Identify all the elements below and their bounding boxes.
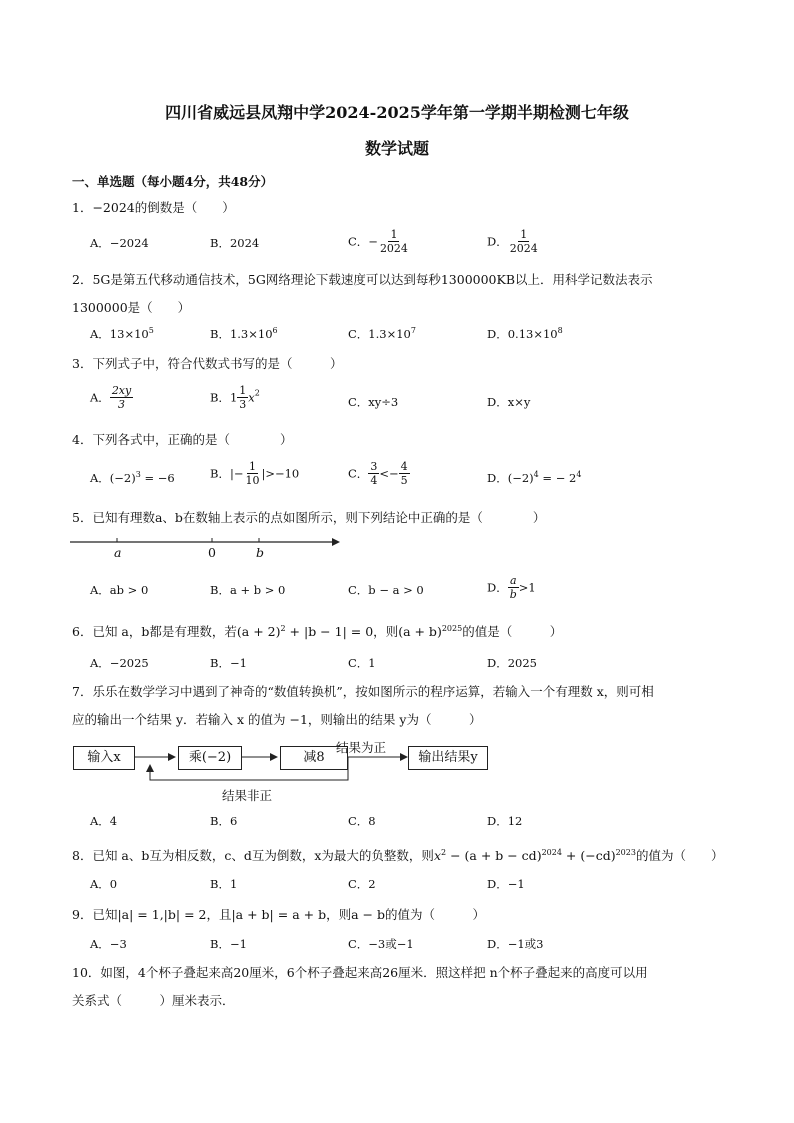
flow-box-multiply: 乘(−2): [178, 746, 242, 770]
page-title: 四川省威远县凤翔中学2024-2025学年第一学期半期检测七年级: [165, 103, 629, 122]
number-line-label-0: 0: [208, 545, 216, 560]
q8-option-c: C．2: [348, 877, 376, 891]
q8-stem: 8．已知 a、b互为相反数，c、d互为倒数，x为最大的负整数，则$x^2 - (a + b - cd)^{2024} + (-cd)^{2023}$的值为（ ）: [72, 847, 724, 863]
q6-option-c: C．1: [348, 656, 376, 670]
q6-option-a: A．−2025: [90, 656, 149, 670]
q7-stem-line1: 7．乐乐在数学学习中遇到了神奇的“数值转换机”，按如图所示的程序运算，若输入一个有理数 x，则可相: [72, 684, 654, 699]
q9-option-c: C．−3或−1: [348, 937, 414, 951]
q9-option-b: B．−1: [210, 937, 247, 951]
q1-option-a: A．−2024: [90, 236, 149, 250]
q1-stem: 1．−2024的倒数是（ ）: [72, 200, 235, 215]
q4-option-c: C． $\frac{3}{4}$ <− $\frac{4}{5}$: [348, 460, 408, 487]
q4-option-a: A．$(-2)^3 = -6$: [90, 470, 175, 485]
q2-option-d: D．$0.13\times 10^8$: [487, 326, 563, 341]
flow-label-nonpositive: 结果非正: [222, 788, 273, 803]
q7-option-c: C．8: [348, 814, 376, 828]
q5-option-d: D． $\frac{a}{b}$ >1: [487, 574, 536, 601]
number-line-label-b: b: [256, 545, 265, 560]
q9-option-a: A．−3: [90, 937, 127, 951]
section-heading: 一、单选题（每小题4分，共48分）: [72, 174, 274, 189]
q2-stem-line1: 2．5G是第五代移动通信技术，5G网络理论下载速度可以达到每秒1300000KB以上．用科学记数法表示: [72, 272, 653, 287]
q7-option-b: B．6: [210, 814, 238, 828]
q3-option-a: A． $\frac{2xy}{3}$: [90, 384, 132, 411]
number-line-label-a: a: [114, 545, 122, 560]
number-line: [70, 532, 340, 562]
number-line-arrow: [332, 538, 340, 546]
q5-option-b: B．a + b > 0: [210, 583, 286, 597]
q6-stem: 6．已知 a，b都是有理数，若$(a + 2)^2 + |b - 1| = 0$，则$(a + b)^{2025}$的值是（ ）: [72, 623, 563, 639]
q2-option-c: C．$1.3\times 10^7$: [348, 326, 416, 341]
flow-box-input: 输入x: [73, 746, 135, 770]
q1-option-b: B．2024: [210, 236, 260, 250]
q6-option-d: D．2025: [487, 656, 537, 670]
q3-stem: 3．下列式子中，符合代数式书写的是（ ）: [72, 356, 343, 371]
q10-stem-line2: 关系式（ ）厘米表示．: [72, 993, 235, 1008]
q10-stem-line1: 10．如图，4个杯子叠起来高20厘米，6个杯子叠起来高26厘米．照这样把 n个杯子叠起来的高度可以用: [72, 965, 648, 980]
flow-label-positive: 结果为正: [336, 740, 387, 755]
q1-option-c: C．− $\frac{1}{2024}$: [348, 228, 408, 255]
q5-stem: 5．已知有理数a、b在数轴上表示的点如图所示，则下列结论中正确的是（ ）: [72, 510, 546, 525]
q7-option-d: D．12: [487, 814, 523, 828]
q7-stem-line2: 应的输出一个结果 y．若输入 x 的值为 −1，则输出的结果 y为（ ）: [72, 712, 482, 727]
q8-option-b: B．1: [210, 877, 238, 891]
q2-option-a: A．$13\times 10^5$: [90, 326, 154, 341]
q4-stem: 4．下列各式中，正确的是（ ）: [72, 432, 293, 447]
q2-stem-line2: 1300000是（ ）: [72, 300, 191, 315]
q5-option-c: C．b − a > 0: [348, 583, 424, 597]
flow-box-subtract: 减8: [280, 746, 348, 770]
q8-option-a: A．0: [90, 877, 118, 891]
q4-option-b: B．|− $\frac{1}{10}$ |>−10: [210, 460, 300, 487]
q9-stem: 9．已知|a| = 1,|b| = 2，且|a + b| = a + b，则a − b的值为（ ）: [72, 907, 485, 922]
q7-option-a: A．4: [90, 814, 118, 828]
flow-box-output: 输出结果y: [408, 746, 488, 770]
q2-option-b: B．$1.3\times 10^6$: [210, 326, 278, 341]
q3-option-c: C．xy÷3: [348, 395, 399, 409]
page-subtitle: 数学试题: [364, 139, 429, 158]
q8-option-d: D．−1: [487, 877, 525, 891]
q6-option-b: B．−1: [210, 656, 247, 670]
q1-option-d: D． $\frac{1}{2024}$: [487, 228, 538, 255]
q5-option-a: A．ab > 0: [90, 583, 149, 597]
q4-option-d: D．$(-2)^4$ = − $2^4$: [487, 470, 582, 485]
q3-option-d: D．x×y: [487, 395, 531, 409]
q9-option-d: D．−1或3: [487, 937, 544, 951]
q3-option-b: B．1 $\frac{1}{3}$ $x^2$: [210, 384, 260, 411]
